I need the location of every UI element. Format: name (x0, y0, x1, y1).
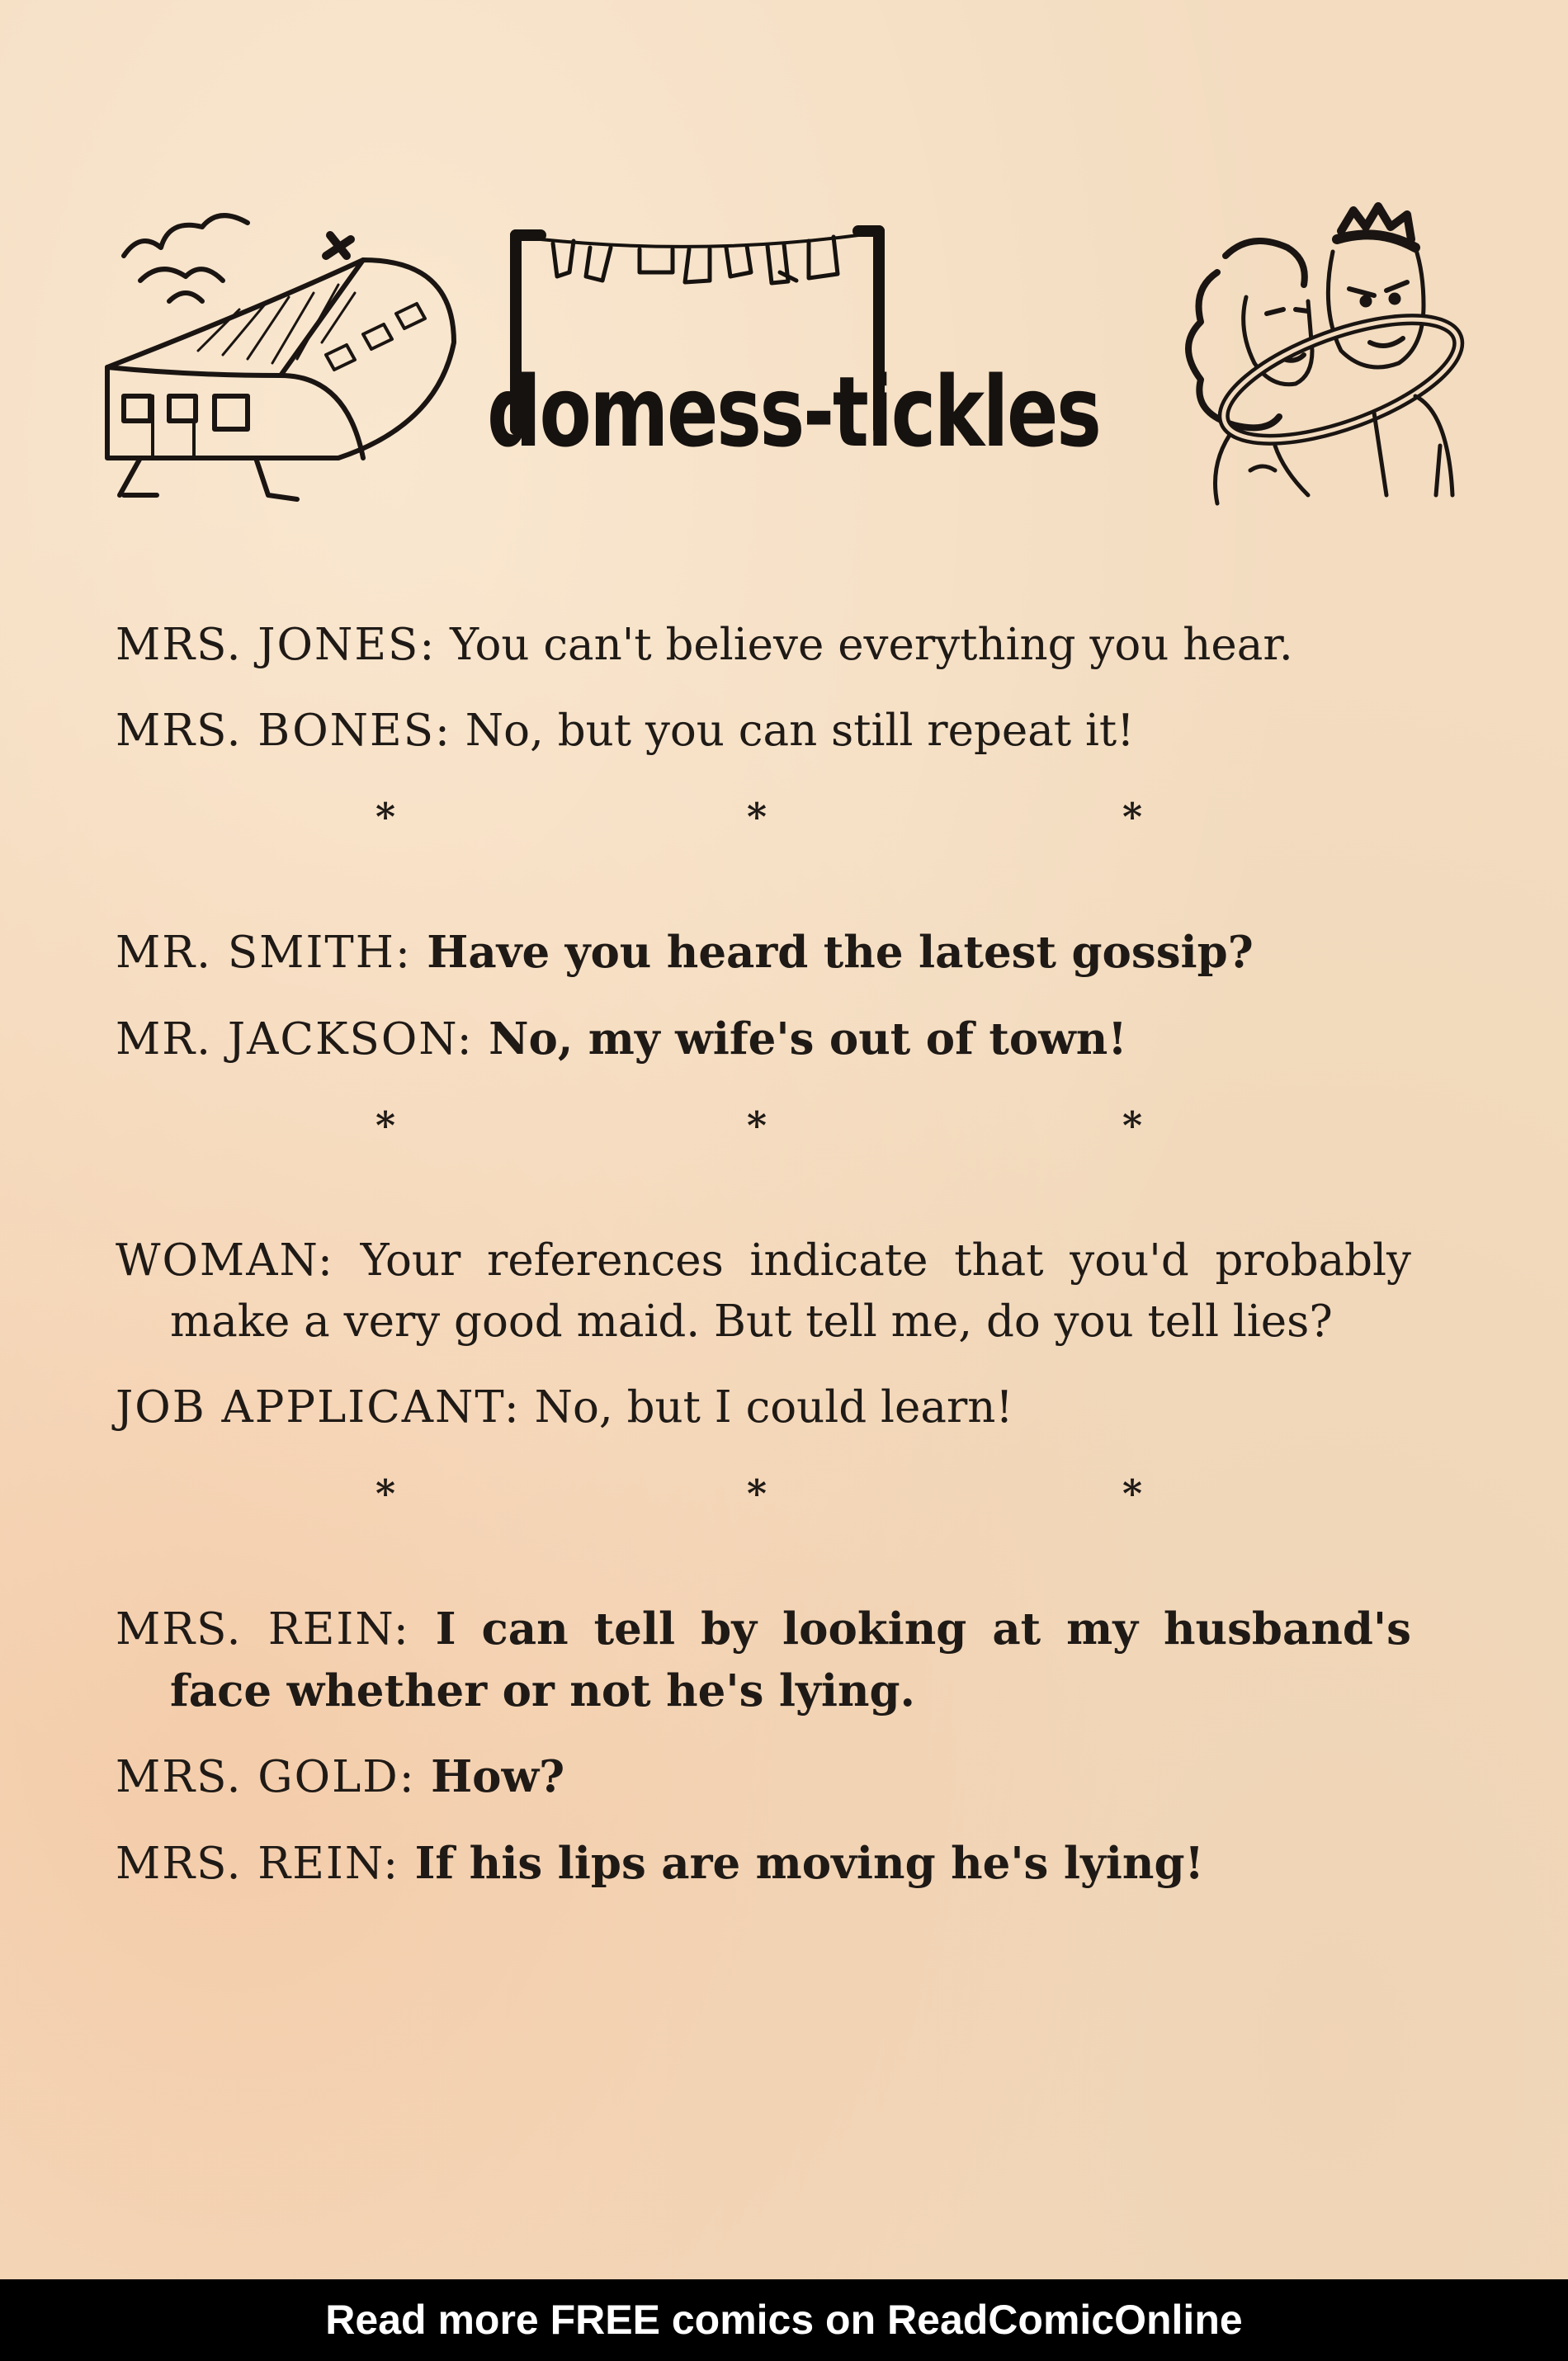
speaker-label: JOB APPLICANT: (116, 1382, 521, 1433)
separator-star: * (1122, 1103, 1143, 1148)
dialogue-text: I can tell by looking at my husband's face whether or not he's lying. (170, 1603, 1411, 1716)
dialogue-line (116, 1008, 1411, 1070)
joke-block (116, 922, 1411, 1070)
separator-star: * (375, 1471, 396, 1516)
page-title: domess-tickles (487, 355, 1100, 469)
dialogue-text: Your references indicate that you'd probably make a very good maid. But tell me, do you tell lies? (170, 1235, 1411, 1347)
dialogue-line (116, 1230, 1411, 1353)
dialogue-line (116, 1746, 1411, 1808)
speaker-label: MR. SMITH: (116, 928, 412, 978)
dialogue-line (116, 1598, 1411, 1721)
separator-star: * (747, 795, 767, 839)
house-illustration (91, 210, 479, 516)
separator-stars (116, 795, 1411, 856)
speaker-label: MRS. BONES: (116, 706, 451, 756)
speaker-label: MR. JACKSON: (116, 1014, 474, 1065)
separator-star: * (375, 1103, 396, 1148)
dialogue-text: No, but I could learn! (534, 1382, 1013, 1433)
dialogue-text: You can't believe everything you hear. (450, 620, 1293, 670)
speaker-label: WOMAN: (116, 1235, 334, 1286)
dialogue-line (116, 922, 1411, 984)
speaker-label: MRS. REIN: (116, 1604, 410, 1655)
separator-star: * (1122, 795, 1143, 839)
footer-banner[interactable]: Read more FREE comics on ReadComicOnline (0, 2279, 1568, 2361)
separator-star: * (747, 1471, 767, 1516)
dialogue-line (116, 1833, 1411, 1895)
separator-stars (116, 1103, 1411, 1164)
dialogue-text: Have you heard the latest gossip? (427, 927, 1254, 978)
dialogue-line (116, 1377, 1411, 1438)
separator-star: * (375, 795, 396, 839)
joke-block (116, 615, 1411, 762)
speaker-label: MRS. REIN: (116, 1839, 400, 1889)
jokes-list (116, 615, 1411, 1919)
dialogue-text: How? (431, 1751, 565, 1802)
dialogue-text: No, but you can still repeat it! (465, 706, 1135, 756)
separator-stars (116, 1471, 1411, 1532)
dialogue-text: If his lips are moving he's lying! (414, 1838, 1204, 1889)
speaker-label: MRS. GOLD: (116, 1752, 416, 1802)
separator-star: * (1122, 1471, 1143, 1516)
dialogue-line (116, 701, 1411, 762)
dialogue-text: No, my wife's out of town! (489, 1013, 1127, 1065)
separator-star: * (747, 1103, 767, 1148)
joke-block (116, 1598, 1411, 1895)
joke-block (116, 1230, 1411, 1438)
speaker-label: MRS. JONES: (116, 620, 437, 670)
couple-illustration (1168, 198, 1481, 512)
dialogue-line (116, 615, 1411, 676)
